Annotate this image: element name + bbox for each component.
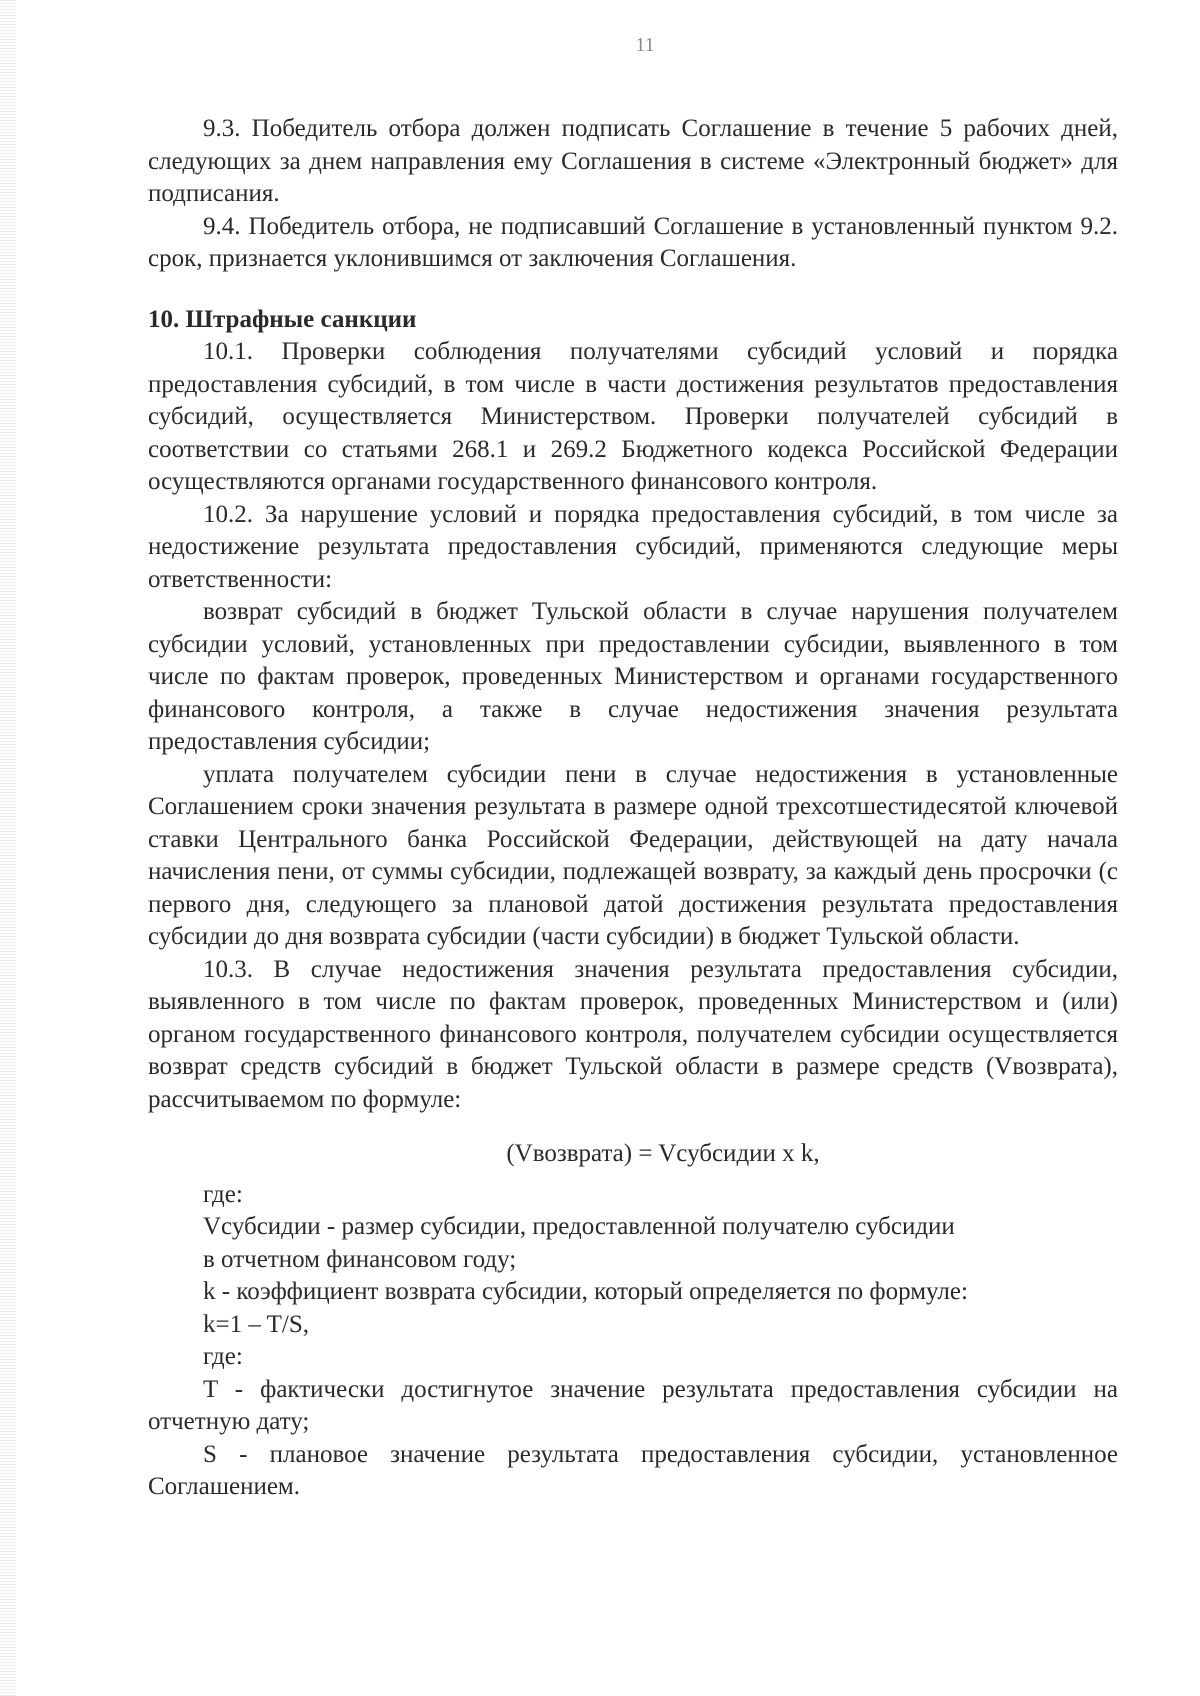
paragraph-10-2-return: возврат субсидий в бюджет Тульской области в случае нарушения получателем субсидии условий, установленных при предоставлении субсидии, выявленного в том числе по фактам проверок, проведенных Министерством и органами государственного финансового контроля, а также в случае недостижения значения результата предоставления субсидии;	[148, 598, 1118, 755]
where-label-2: где:	[203, 1343, 243, 1370]
scan-edge-artifact	[0, 0, 16, 1696]
definition-k: k - коэффициент возврата субсидии, который определяется по формуле:	[203, 1278, 968, 1305]
paragraph-10-1: 10.1. Проверки соблюдения получателями субсидий условий и порядка предоставления субсидий, в том числе в части достижения результатов предоставления субсидий, осуществляется Министерством. Проверки получателей субсидий в соответствии со статьями 268.1 и 269.2 Бюджетного кодекса Российской Федерации осуществляются органами государственного финансового контроля.	[148, 338, 1118, 495]
paragraph-10-2: 10.2. За нарушение условий и порядка предоставления субсидий, в том числе за недостижение результата предоставления субсидий, применяются следующие меры ответственности:	[148, 500, 1118, 593]
definition-t: T - фактически достигнутое значение результата предоставления субсидии на отчетную дату;	[148, 1375, 1118, 1435]
document-body	[148, 113, 1118, 1504]
paragraph-10-2-penalty: уплата получателем субсидии пени в случае недостижения в установленные Соглашением сроки значения результата в размере одной трехсотшестидесятой ключевой ставки Центрального банка Российской Федерации, действующей на дату начала начисления пени, от суммы субсидии, подлежащей возврату, за каждый день просрочки (с первого дня, следующего за плановой датой достижения результата предоставления субсидии до дня возврата субсидии (части субсидии) в бюджет Тульской области.	[148, 760, 1118, 950]
formula-k: k=1 – T/S,	[203, 1310, 310, 1338]
definition-v-subsidy: Vсубсидии - размер субсидии, предоставленной получателю субсидии	[203, 1213, 955, 1240]
formula-v-return: (Vвозврата) = Vсубсидии x k,	[506, 1140, 820, 1167]
definition-v-subsidy-cont: в отчетном финансовом году;	[203, 1245, 517, 1273]
where-label: где:	[203, 1180, 243, 1208]
section-heading-10: 10. Штрафные санкции	[148, 305, 417, 333]
paragraph-9-3: 9.3. Победитель отбора должен подписать Соглашение в течение 5 рабочих дней, следующих за днем направления ему Соглашения в системе «Электронный бюджет» для подписания.	[148, 115, 1118, 207]
definition-s: S - плановое значение результата предоставления субсидии, установленное Соглашением.	[148, 1440, 1118, 1500]
page-number: 11	[635, 34, 655, 56]
paragraph-10-3: 10.3. В случае недостижения значения результата предоставления субсидии, выявленного в том числе по фактам проверок, проведенных Министерством и (или) органом государственного финансового контроля, получателем субсидии осуществляется возврат средств субсидий в бюджет Тульской области в размере средств (Vвозврата), рассчитываемом по формуле:	[148, 955, 1118, 1113]
paragraph-9-4: 9.4. Победитель отбора, не подписавший Соглашение в установленный пунктом 9.2. срок, признается уклонившимся от заключения Соглашения.	[148, 212, 1118, 272]
